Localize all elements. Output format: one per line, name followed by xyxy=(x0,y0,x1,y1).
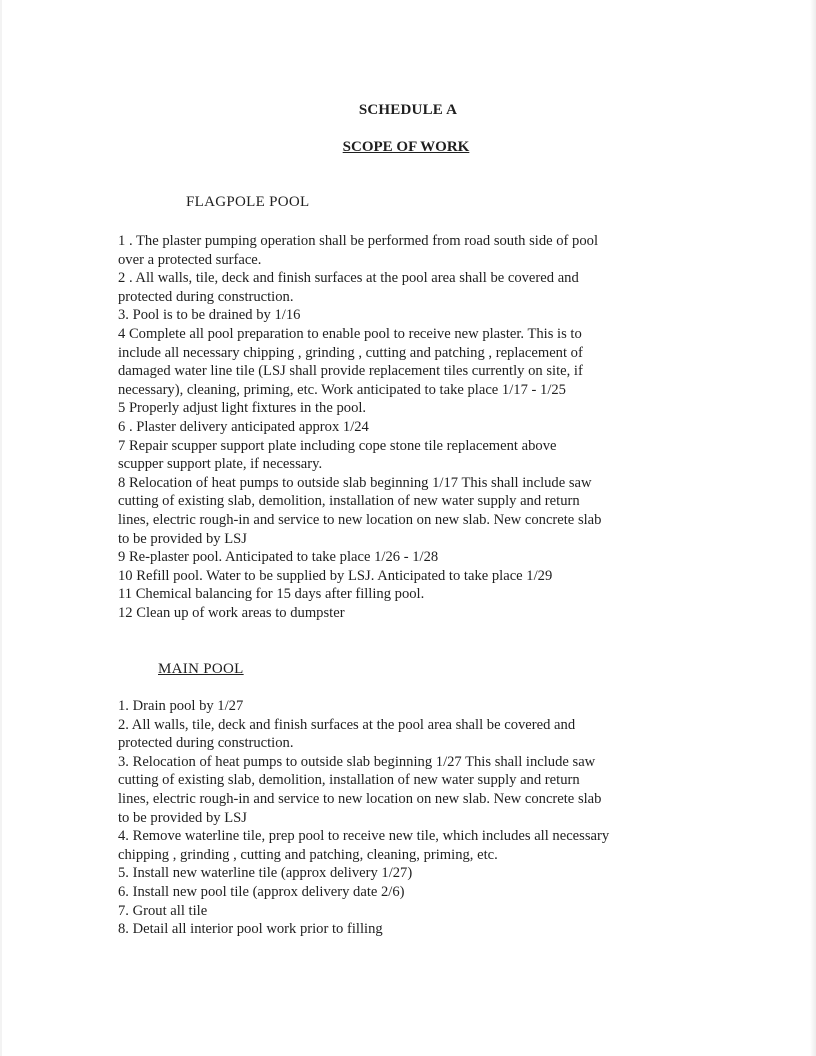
list-item: 5. Install new waterline tile (approx delivery 1/27) xyxy=(118,865,413,882)
scan-right-edge xyxy=(810,0,816,1056)
list-item: 9 Re-plaster pool. Anticipated to take place 1/26 - 1/28 xyxy=(118,549,439,566)
list-item: 2 . All walls, tile, deck and finish surfaces at the pool area shall be covered and protected during construction. xyxy=(118,270,579,305)
flagpole-pool-list xyxy=(118,232,698,622)
list-item: 1. Drain pool by 1/27 xyxy=(118,698,244,714)
list-item: 2. All walls, tile, deck and finish surfaces at the pool area shall be covered and protected during construction. xyxy=(118,716,576,752)
scan-left-edge xyxy=(0,0,2,1056)
scope-title: SCOPE OF WORK xyxy=(342,139,470,155)
list-item: 5 Properly adjust light fixtures in the pool. xyxy=(118,400,367,417)
list-item: 4. Remove waterline tile, prep pool to receive new tile, which includes all necessary chipping , grinding , cutting and patching, cleaning, priming, etc. xyxy=(118,828,610,863)
list-item: 12 Clean up of work areas to dumpster xyxy=(118,604,345,621)
list-item: 8. Detail all interior pool work prior to filling xyxy=(118,921,383,938)
list-item: 6. Install new pool tile (approx delivery date 2/6) xyxy=(118,883,405,900)
list-item: 3. Relocation of heat pumps to outside slab beginning 1/27 This shall include saw cutting of existing slab, demolition, installation of new water supply and return lines, electric rough-in and service to new location on new slab. New concrete slab to be provided by LSJ xyxy=(118,753,602,826)
list-item: 10 Refill pool. Water to be supplied by LSJ. Anticipated to take place 1/29 xyxy=(118,567,553,584)
list-item: 7 Repair scupper support plate including cope stone tile replacement above scupper support plate, if necessary. xyxy=(118,437,557,473)
list-item: 4 Complete all pool preparation to enable pool to receive new plaster. This is to include all necessary chipping , grinding , cutting and patching , replacement of damaged water line tile (LSJ shall provide replacement tiles currently on site, if necessary), cleaning, priming, etc. Work anticipated to take place 1/17 - 1/25 xyxy=(118,325,583,398)
list-item: 3. Pool is to be drained by 1/16 xyxy=(118,307,301,324)
list-item: 1 . The plaster pumping operation shall be performed from road south side of pool over a protected surface. xyxy=(118,233,598,268)
main-pool-heading: MAIN POOL xyxy=(158,661,244,677)
schedule-title: SCHEDULE A xyxy=(358,102,458,118)
flagpole-pool-heading: FLAGPOLE POOL xyxy=(186,194,310,210)
list-item: 11 Chemical balancing for 15 days after filling pool. xyxy=(118,586,425,603)
list-item: 8 Relocation of heat pumps to outside slab beginning 1/17 This shall include saw cutting of existing slab, demolition, installation of new water supply and return lines, electric rough-in and service to new location on new slab. New concrete slab to be provided by LSJ xyxy=(118,474,602,547)
main-pool-list xyxy=(118,697,698,939)
list-item: 6 . Plaster delivery anticipated approx 1/24 xyxy=(118,418,369,435)
list-item: 7. Grout all tile xyxy=(118,902,208,919)
